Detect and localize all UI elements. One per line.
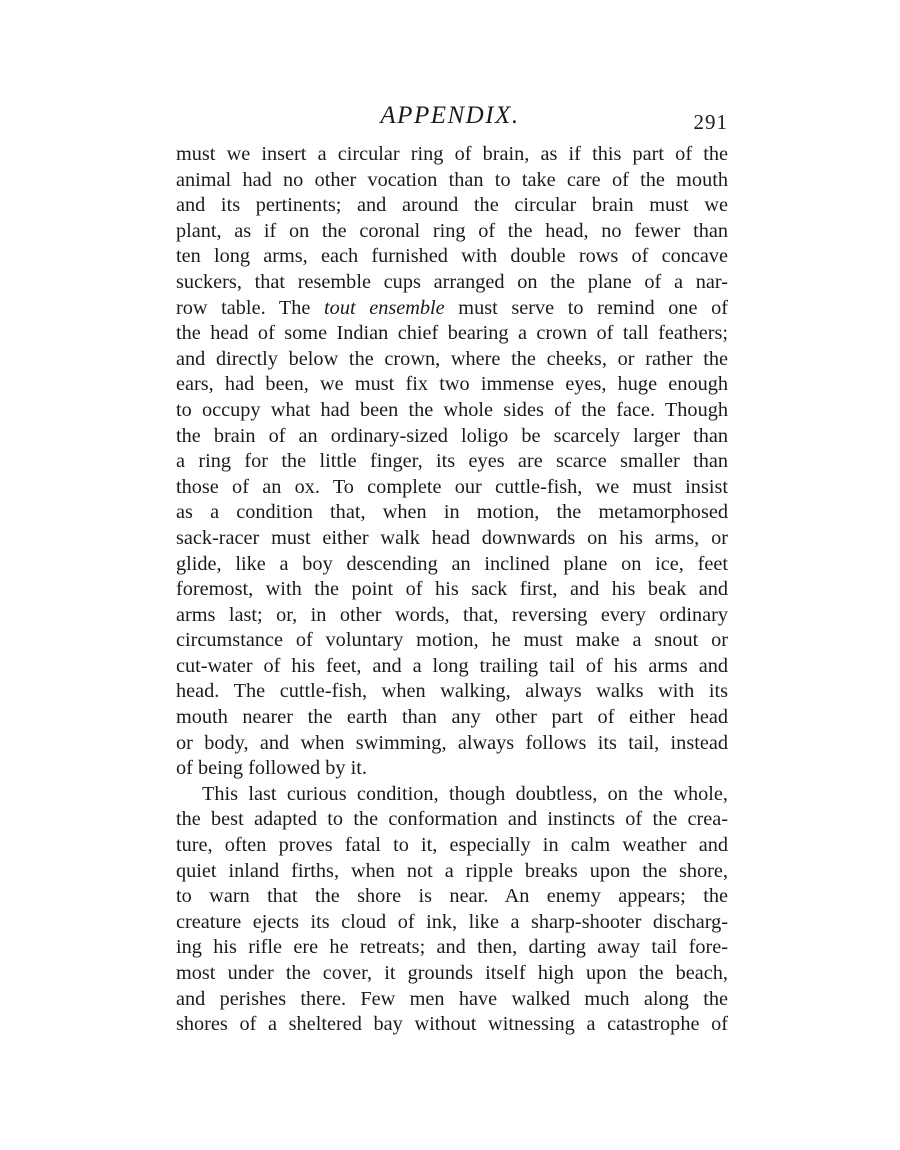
text-line: shores of a sheltered bay without witnessing a catastrophe of bbox=[176, 1013, 728, 1036]
text-line: and its pertinents; and around the circular brain must we bbox=[176, 194, 728, 217]
text-line: ears, had been, we must fix two immense eyes, huge enough bbox=[176, 373, 728, 396]
text-line: must we insert a circular ring of brain, as if this part of the bbox=[176, 143, 728, 165]
text-line: as a condition that, when in motion, the metamorphosed bbox=[176, 501, 728, 524]
text-line: the head of some Indian chief bearing a crown of tall feathers; bbox=[176, 322, 728, 345]
text-segment: row table. The bbox=[176, 296, 325, 319]
text-line: ture, often proves fatal to it, especially in calm weather and bbox=[176, 834, 728, 857]
text-line bbox=[176, 296, 728, 322]
text-line: and perishes there. Few men have walked much along the bbox=[176, 987, 728, 1010]
text-line: ing his rifle ere he retreats; and then, darting away tail fore- bbox=[176, 936, 728, 959]
text-line: most under the cover, it grounds itself high upon the beach, bbox=[176, 962, 728, 984]
text-line: the brain of an ordinary-sized loligo be scarcely larger than bbox=[176, 424, 728, 447]
text-line: glide, like a boy descending an inclined plane on ice, feet bbox=[176, 552, 728, 575]
text-line: arms last; or, in other words, that, reversing every ordinary bbox=[176, 603, 728, 626]
text-line: or body, and when swimming, always follows its tail, instead bbox=[176, 731, 728, 754]
text-line: to occupy what had been the whole sides of the face. Though bbox=[176, 398, 728, 421]
text-line: the best adapted to the conformation and instincts of the crea- bbox=[176, 808, 728, 831]
paragraph-2 bbox=[176, 782, 728, 1038]
text-line: animal had no other vocation than to take care of the mouth bbox=[176, 168, 728, 191]
text-line: to warn that the shore is near. An enemy appears; the bbox=[176, 885, 728, 908]
text-line: those of an ox. To complete our cuttle-fish, we must insist bbox=[176, 475, 728, 498]
text-line: of being followed by it. bbox=[176, 757, 367, 780]
body-text bbox=[176, 142, 728, 1038]
text-line: mouth nearer the earth than any other part of either head bbox=[176, 706, 728, 729]
text-line: sack-racer must either walk head downwards on his arms, or bbox=[176, 526, 728, 549]
text-segment: must serve to remind one of bbox=[444, 296, 729, 319]
page-number: 291 bbox=[693, 110, 728, 134]
text-line: This last curious condition, though doubtless, on the whole, bbox=[202, 782, 728, 805]
running-head bbox=[0, 98, 900, 138]
text-line: creature ejects its cloud of ink, like a sharp-shooter discharg- bbox=[176, 910, 728, 933]
text-line: ten long arms, each furnished with double rows of concave bbox=[176, 245, 728, 268]
text-line: suckers, that resemble cups arranged on the plane of a nar- bbox=[176, 270, 728, 293]
italic-phrase: tout ensemble bbox=[324, 296, 445, 319]
text-line: foremost, with the point of his sack first, and his beak and bbox=[176, 578, 728, 601]
text-line: circumstance of voluntary motion, he must make a snout or bbox=[176, 629, 728, 652]
text-line: quiet inland firths, when not a ripple breaks upon the shore, bbox=[176, 859, 728, 882]
paragraph-1 bbox=[176, 142, 728, 782]
text-line: cut-water of his feet, and a long trailing tail of his arms and bbox=[176, 654, 728, 677]
text-line: and directly below the crown, where the cheeks, or rather the bbox=[176, 347, 728, 370]
running-title: APPENDIX. bbox=[380, 102, 520, 129]
text-line: plant, as if on the coronal ring of the head, no fewer than bbox=[176, 219, 728, 242]
text-line: a ring for the little finger, its eyes are scarce smaller than bbox=[176, 450, 728, 473]
text-line: head. The cuttle-fish, when walking, always walks with its bbox=[176, 680, 728, 703]
